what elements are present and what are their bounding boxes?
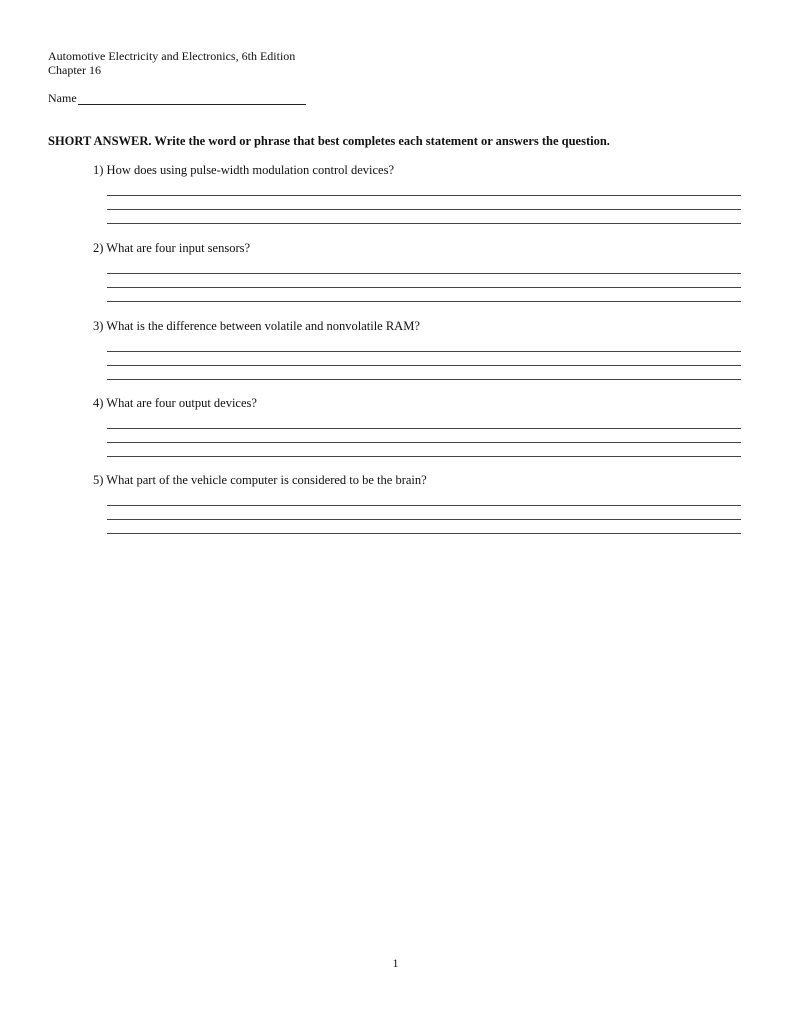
question-4 bbox=[93, 396, 743, 411]
question-1 bbox=[93, 163, 743, 178]
question-text: 1) How does using pulse-width modulation control devices? bbox=[93, 163, 394, 177]
answer-line bbox=[107, 365, 741, 366]
answer-line bbox=[107, 505, 741, 506]
answer-line bbox=[107, 428, 741, 429]
name-blank-line bbox=[78, 92, 306, 105]
question-3 bbox=[93, 319, 743, 334]
question-text: 5) What part of the vehicle computer is considered to be the brain? bbox=[93, 473, 427, 487]
answer-line bbox=[107, 533, 741, 534]
page-number: 1 bbox=[392, 956, 399, 970]
answer-line bbox=[107, 273, 741, 274]
answer-line bbox=[107, 301, 741, 302]
question-text: 3) What is the difference between volatile and nonvolatile RAM? bbox=[93, 319, 420, 333]
question-2 bbox=[93, 241, 743, 256]
book-title: Automotive Electricity and Electronics, 6th Edition bbox=[48, 49, 296, 63]
name-row bbox=[48, 91, 306, 105]
answer-line bbox=[107, 351, 741, 352]
instructions: SHORT ANSWER. Write the word or phrase that best completes each statement or answers the question. bbox=[48, 134, 610, 148]
question-text: 2) What are four input sensors? bbox=[93, 241, 251, 255]
answer-line bbox=[107, 519, 741, 520]
question-5 bbox=[93, 473, 743, 488]
answer-line bbox=[107, 456, 741, 457]
answer-line bbox=[107, 209, 741, 210]
answer-line bbox=[107, 379, 741, 380]
answer-line bbox=[107, 223, 741, 224]
question-text: 4) What are four output devices? bbox=[93, 396, 257, 410]
name-label: Name bbox=[48, 91, 77, 105]
answer-line bbox=[107, 287, 741, 288]
answer-line bbox=[107, 442, 741, 443]
chapter-label: Chapter 16 bbox=[48, 63, 101, 77]
answer-line bbox=[107, 195, 741, 196]
